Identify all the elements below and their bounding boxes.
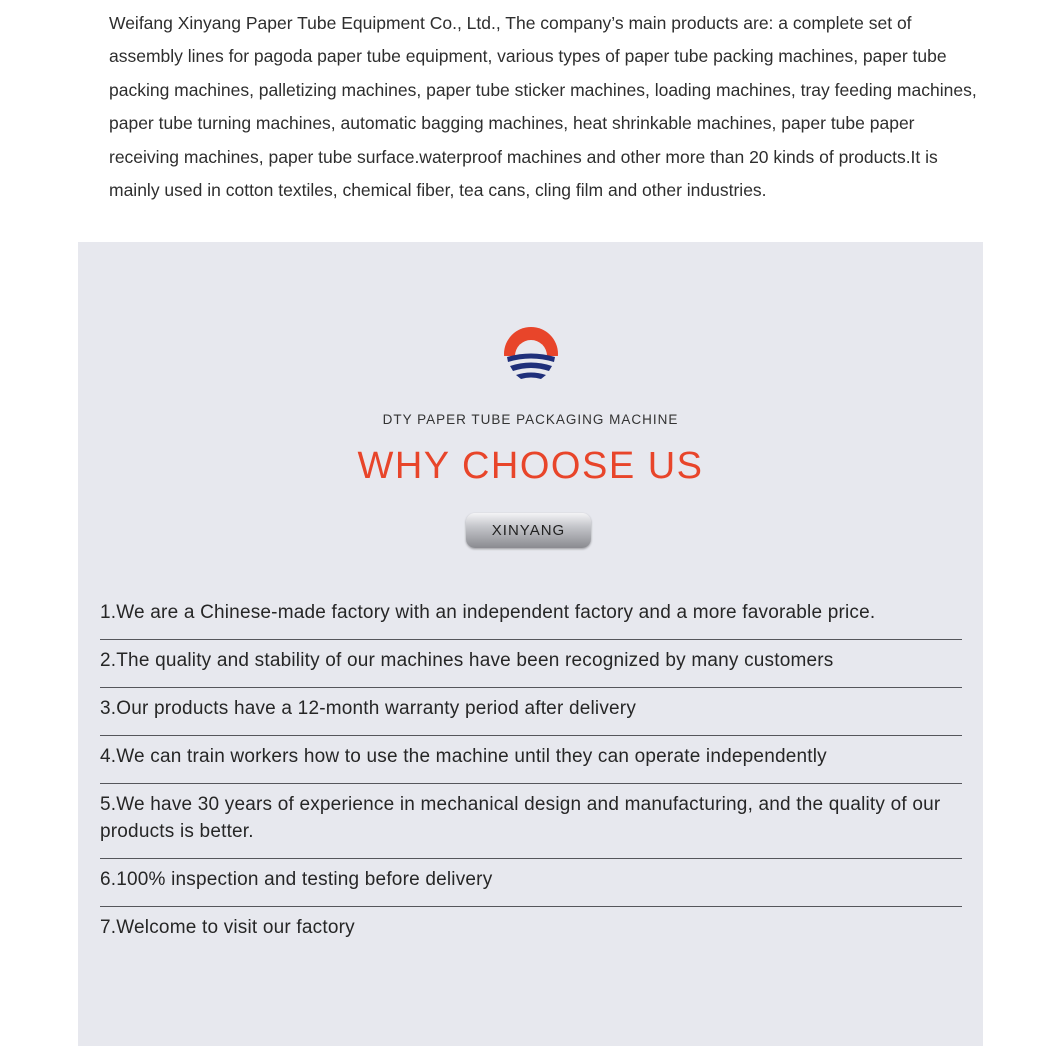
list-item: 6.100% inspection and testing before delivery xyxy=(100,859,962,907)
intro-paragraph: Weifang Xinyang Paper Tube Equipment Co., Ltd., The company’s main products are: a complete set of assembly lines for pagoda paper tube equipment, various types of paper tube packing machines, paper tube packing machines, palletizing machines, paper tube sticker machines, loading machines, tray feeding machines, paper tube turning machines, automatic bagging machines, heat shrinkable machines, paper tube paper receiving machines, paper tube surface.waterproof machines and other more than 20 kinds of products.It is mainly used in cotton textiles, chemical fiber, tea cans, cling film and other industries. xyxy=(109,13,977,201)
subtitle: DTY PAPER TUBE PACKAGING MACHINE xyxy=(382,412,679,427)
list-item: 5.We have 30 years of experience in mechanical design and manufacturing, and the quality of our products is better. xyxy=(100,784,962,859)
section-heading: WHY CHOOSE US xyxy=(357,445,704,487)
company-logo-icon xyxy=(503,326,559,382)
why-choose-us-panel xyxy=(78,242,983,1046)
list-item: 1.We are a Chinese-made factory with an independent factory and a more favorable price. xyxy=(100,592,962,640)
list-item: 3.Our products have a 12-month warranty period after delivery xyxy=(100,688,962,736)
list-item: 2.The quality and stability of our machines have been recognized by many customers xyxy=(100,640,962,688)
list-item: 7.Welcome to visit our factory xyxy=(100,917,355,938)
reasons-list xyxy=(100,592,962,954)
list-item: 4.We can train workers how to use the machine until they can operate independently xyxy=(100,736,962,784)
brand-badge: XINYANG xyxy=(466,513,591,548)
